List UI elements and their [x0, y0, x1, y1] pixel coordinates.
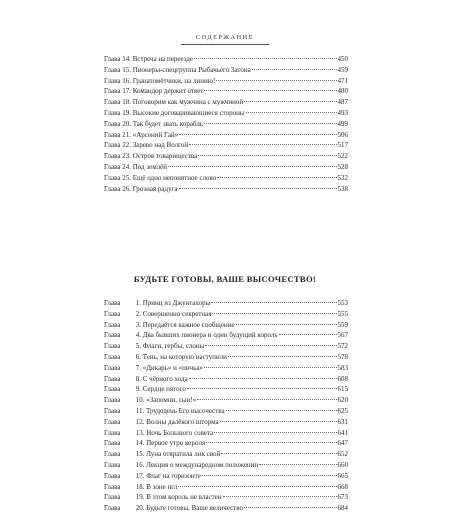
chapter-title: Пионеры-спецгруппа Рыбачьего Затона: [132, 65, 251, 74]
chapter-title: Под землёй: [132, 162, 168, 171]
page-number: 517: [337, 141, 348, 150]
dot-leader: [214, 431, 336, 433]
chapter-number: Глава 19.: [104, 108, 131, 117]
toc-list-part-2: [104, 298, 348, 514]
page-number: 532: [337, 173, 348, 182]
toc-list-part-1: [104, 54, 348, 194]
dot-leader: [194, 57, 337, 59]
chapter-title: Поговорим как мужчина с мужчиной: [132, 98, 244, 107]
toc-entry: [104, 460, 348, 471]
page-number: 608: [337, 374, 348, 383]
chapter-number: Глава 15.: [104, 65, 131, 74]
dot-leader: [168, 165, 336, 167]
dot-leader: [211, 301, 336, 303]
chapter-title: 15. Луна отвратила лик свой: [135, 450, 221, 459]
page-number: 572: [337, 342, 348, 351]
chapter-number: Глава 14.: [104, 55, 131, 63]
toc-entry: [104, 384, 348, 395]
chapter-title: Грозная радуга: [132, 184, 178, 193]
dot-leader: [202, 474, 337, 476]
dot-leader: [259, 463, 336, 465]
chapter-title: 13. Ночь Большого совета: [135, 428, 214, 437]
chapter-title: Высокие договаривающиеся стороны: [132, 108, 245, 117]
toc-entry: [104, 108, 348, 119]
chapter-title: 6. Тень, на которую наступили: [135, 352, 227, 361]
dot-leader: [198, 154, 336, 156]
chapter-number: Глава: [104, 450, 121, 459]
toc-entry: [104, 471, 348, 482]
toc-entry: [104, 97, 348, 108]
dot-leader: [226, 409, 337, 411]
toc-entry: [104, 428, 348, 439]
toc-entry: [104, 417, 348, 428]
chapter-number: Глава 18.: [104, 98, 131, 107]
chapter-number: Глава: [104, 504, 121, 513]
toc-entry: [104, 76, 348, 87]
toc-entry: [104, 363, 348, 374]
page-number: 522: [337, 152, 348, 161]
chapter-title: 9. Сердце пятого: [135, 385, 186, 394]
toc-entry: [104, 65, 348, 76]
page-number: 673: [337, 493, 348, 502]
page-number: 506: [337, 130, 348, 139]
dot-leader: [217, 176, 336, 178]
toc-entry: [104, 54, 348, 65]
page-number: 665: [337, 471, 348, 480]
chapter-number: Глава: [104, 299, 121, 307]
chapter-title: 5. Флаги, гербы, слоны: [135, 342, 205, 351]
toc-entry: [104, 492, 348, 503]
header-rule: [181, 44, 269, 45]
chapter-title: Гранатомётчики, на линию!: [132, 76, 216, 85]
chapter-title: 2. Совершенно секретная: [135, 309, 212, 318]
chapter-number: Глава: [104, 439, 121, 448]
toc-entry: [104, 438, 348, 449]
chapter-number: Глава 16.: [104, 76, 131, 85]
chapter-title: 17. Флаг на горизонте: [135, 471, 201, 480]
chapter-number: Глава: [104, 342, 121, 351]
page-number: 625: [337, 406, 348, 415]
chapter-number: Глава: [104, 460, 121, 469]
toc-entry: [104, 151, 348, 162]
page-number: 660: [337, 460, 348, 469]
page-number: 459: [337, 65, 348, 74]
chapter-number: Глава 26.: [104, 184, 131, 193]
dot-leader: [236, 323, 337, 325]
chapter-number: Глава 21.: [104, 130, 131, 139]
toc-entry: [104, 298, 348, 309]
dot-leader: [220, 420, 337, 422]
page-number: 641: [337, 428, 348, 437]
chapter-number: Глава 22.: [104, 141, 131, 150]
chapter-title: Зарево над Волгой: [132, 141, 189, 150]
toc-entry: [104, 449, 348, 460]
chapter-title: 1. Принц из Джунгахоры: [135, 299, 211, 307]
dot-leader: [246, 111, 337, 113]
page-number: 647: [337, 439, 348, 448]
dot-leader: [212, 312, 336, 314]
toc-entry: [104, 503, 348, 514]
dot-leader: [228, 355, 337, 357]
chapter-title: Ещё одно непонятное слово: [132, 173, 217, 182]
toc-entry: [104, 162, 348, 173]
toc-entry: [104, 341, 348, 352]
dot-leader: [179, 133, 336, 135]
page-number: 450: [337, 55, 348, 63]
page-number: 471: [337, 76, 348, 85]
chapter-number: Глава: [104, 428, 121, 437]
toc-entry: [104, 374, 348, 385]
toc-entry: [104, 309, 348, 320]
dot-leader: [221, 452, 336, 454]
chapter-title: 4. Два бывших пионера и один будущий король: [135, 331, 278, 340]
chapter-title: 14. Первое утро короля: [135, 439, 206, 448]
toc-entry: [104, 330, 348, 341]
chapter-title: Так будет звать корабль: [132, 119, 204, 128]
chapter-number: Глава: [104, 406, 121, 415]
page-number: 652: [337, 450, 348, 459]
page-number: 615: [337, 385, 348, 394]
chapter-title: Командор держит ответ: [132, 87, 204, 96]
page-number: 553: [337, 299, 348, 307]
page-number: 620: [337, 396, 348, 405]
page-number: 583: [337, 363, 348, 372]
dot-leader: [204, 122, 336, 124]
dot-leader: [197, 398, 336, 400]
dot-leader: [205, 344, 336, 346]
chapter-title: «Арсений Гай»: [132, 130, 179, 139]
page-number: 480: [337, 87, 348, 96]
toc-entry: [104, 140, 348, 151]
dot-leader: [279, 333, 337, 335]
chapter-title: 7. «Дикарь» и «пичьа»: [135, 363, 203, 372]
dot-leader: [244, 506, 337, 508]
toc-entry: [104, 406, 348, 417]
dot-leader: [178, 485, 336, 487]
toc-entry: [104, 184, 348, 195]
toc-entry: [104, 482, 348, 493]
chapter-number: Глава: [104, 320, 121, 329]
chapter-number: Глава 24.: [104, 162, 131, 171]
chapter-title: 10. «Запомни, сын!»: [135, 396, 197, 405]
chapter-number: Глава 23.: [104, 152, 131, 161]
chapter-number: Глава 17.: [104, 87, 131, 96]
chapter-title: Встреча на переезде: [132, 55, 193, 63]
chapter-number: Глава: [104, 482, 121, 491]
chapter-number: Глава: [104, 385, 121, 394]
page-number: 528: [337, 162, 348, 171]
chapter-number: Глава: [104, 471, 121, 480]
toc-entry: [104, 395, 348, 406]
chapter-number: Глава: [104, 331, 121, 340]
chapter-number: Глава: [104, 309, 121, 318]
page-number: 559: [337, 320, 348, 329]
dot-leader: [189, 143, 336, 145]
chapter-title: 19. В этом король не властен: [135, 493, 222, 502]
chapter-number: Глава 25.: [104, 173, 131, 182]
chapter-title: 16. Лекция о международном положении: [135, 460, 259, 469]
chapter-title: 12. Волны далёкого шторма: [135, 417, 219, 426]
dot-leader: [204, 89, 336, 91]
chapter-number: Глава: [104, 417, 121, 426]
page-number: 578: [337, 352, 348, 361]
chapter-number: Глава: [104, 352, 121, 361]
chapter-title: 3. Передаётся важное сообщение: [135, 320, 235, 329]
page-number: 631: [337, 417, 348, 426]
chapter-title: 18. В зоне игл: [135, 482, 178, 491]
page-number: 567: [337, 331, 348, 340]
chapter-title: Остров товарищества: [132, 152, 198, 161]
dot-leader: [206, 441, 336, 443]
toc-entry: [104, 173, 348, 184]
page-number: 538: [337, 184, 348, 193]
chapter-number: Глава: [104, 363, 121, 372]
dot-leader: [204, 366, 337, 368]
toc-entry: [104, 130, 348, 141]
dot-leader: [179, 187, 337, 189]
chapter-title: 20. Будьте готовы, Ваше величество: [135, 504, 243, 513]
page-number: 555: [337, 309, 348, 318]
dot-leader: [252, 68, 337, 70]
dot-leader: [187, 387, 337, 389]
page-number: 668: [337, 482, 348, 491]
toc-entry: [104, 86, 348, 97]
chapter-title: 8. С чёрного хода: [135, 374, 188, 383]
chapter-title: 11. Трудодень Его высочества: [135, 406, 225, 415]
dot-leader: [223, 495, 337, 497]
section-title: БУДЬТЕ ГОТОВЫ, ВАШЕ ВЫСОЧЕСТВО!: [133, 274, 317, 284]
chapter-number: Глава: [104, 374, 121, 383]
page-number: 493: [337, 108, 348, 117]
dot-leader: [244, 100, 336, 102]
running-header: СОДЕРЖАНИЕ: [195, 34, 255, 41]
page-number: 499: [337, 119, 348, 128]
dot-leader: [216, 79, 336, 81]
toc-entry: [104, 352, 348, 363]
toc-entry: [104, 119, 348, 130]
chapter-number: Глава: [104, 396, 121, 405]
chapter-number: Глава: [104, 493, 121, 502]
page-number: 684: [337, 504, 348, 513]
chapter-number: Глава 20.: [104, 119, 131, 128]
page-number: 487: [337, 98, 348, 107]
toc-entry: [104, 320, 348, 331]
dot-leader: [189, 377, 337, 379]
